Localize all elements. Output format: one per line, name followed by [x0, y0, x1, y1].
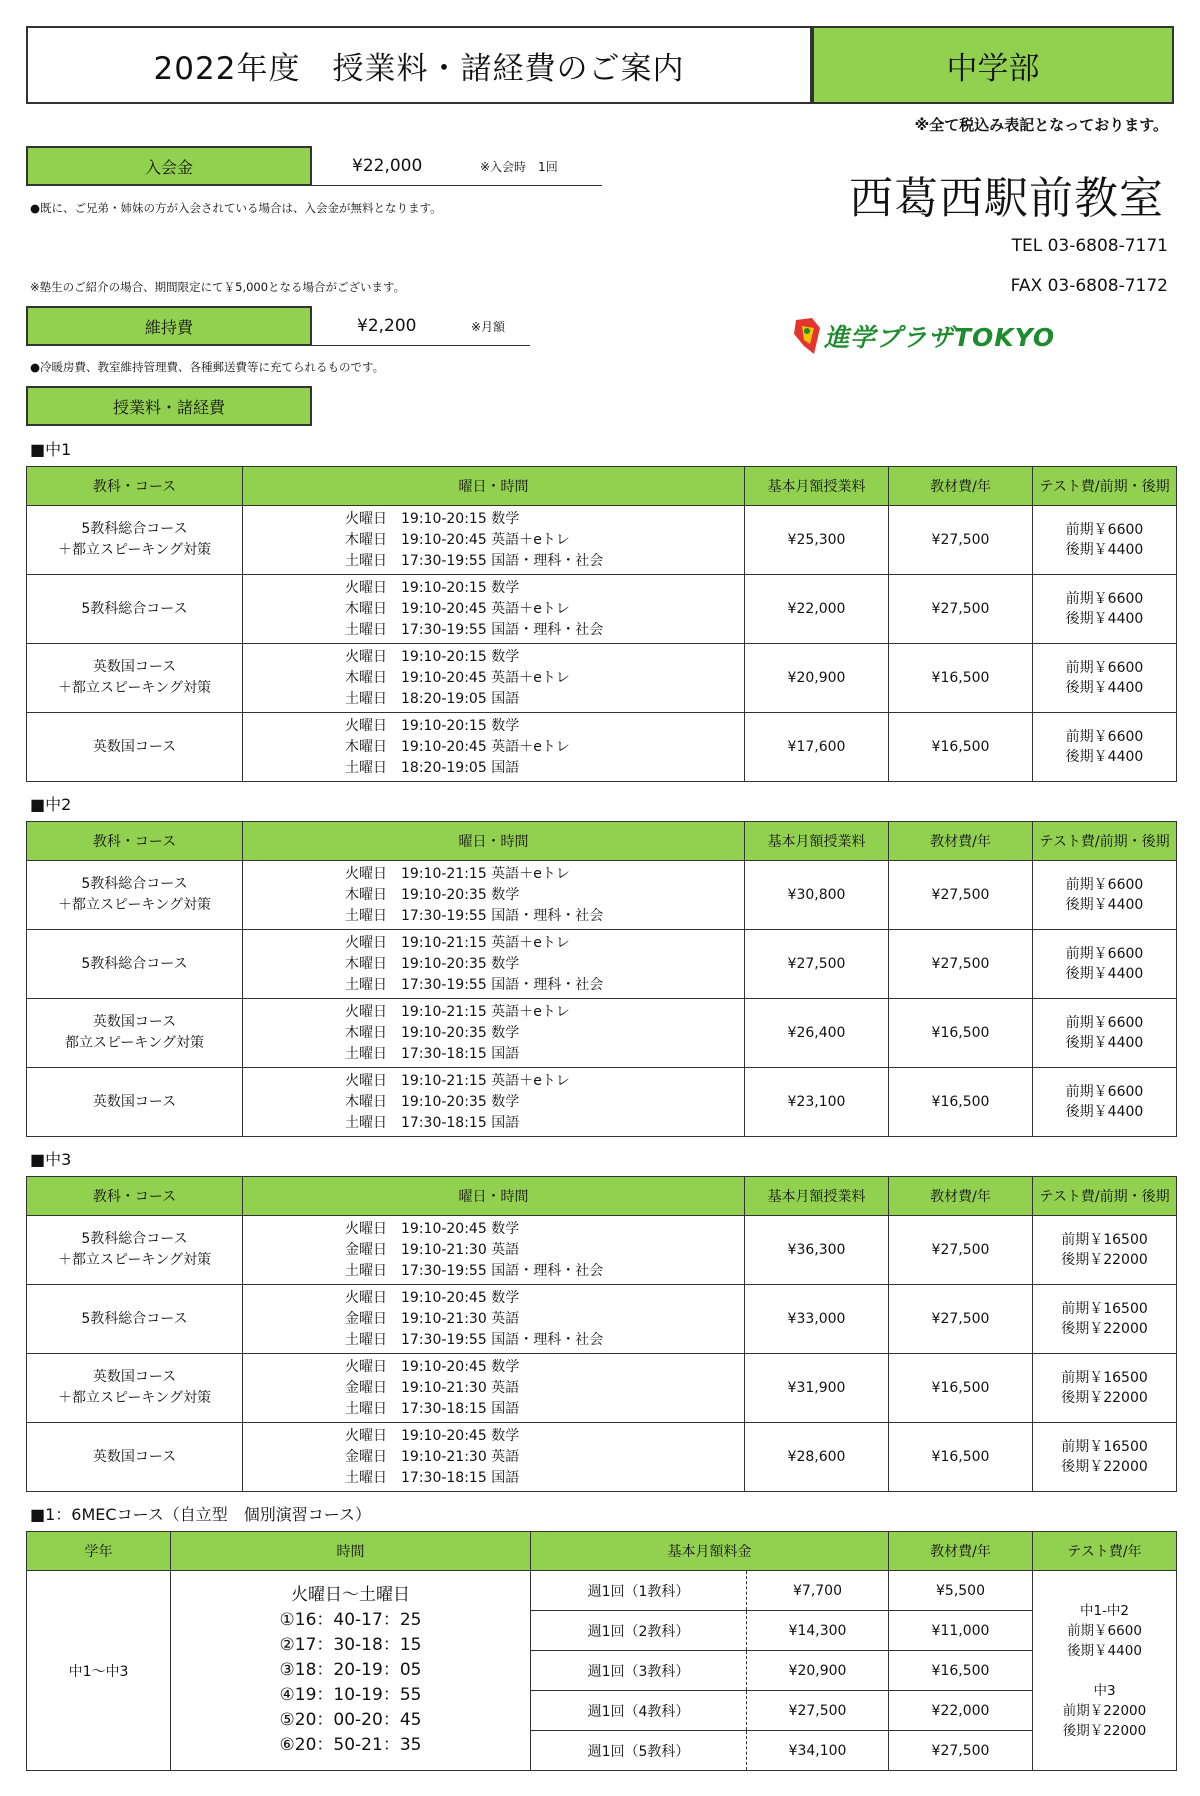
- table-row: [27, 861, 1177, 930]
- referral-note: ※塾生のご紹介の場合、期間限定にて￥5,000となる場合がございます。: [30, 280, 406, 294]
- fax-number: FAX 03-6808-7172: [1010, 276, 1168, 296]
- table-row: [27, 1285, 1177, 1354]
- course-name: 5教科総合コース: [27, 930, 243, 999]
- mec-heading: ■1：6MECコース（自立型 個別演習コース）: [30, 1505, 371, 1524]
- plan-materials: ¥27,500: [889, 1731, 1033, 1771]
- school-name: 西葛西駅前教室: [849, 173, 1164, 224]
- materials-fee: ¥16,500: [889, 1068, 1033, 1137]
- monthly-fee: ¥20,900: [745, 644, 889, 713]
- test-fee: 前期￥6600 後期￥4400: [1033, 1068, 1177, 1137]
- entry-fee-label: 入会金: [26, 146, 312, 186]
- schedule: 火曜日 19:10-20:45 数学 金曜日 19:10-21:30 英語 土曜日 17:30-18:15 国語: [243, 1423, 745, 1492]
- test-fee: 前期￥16500 後期￥22000: [1033, 1423, 1177, 1492]
- col-schedule: 曜日・時間: [243, 822, 745, 861]
- page-title: 2022年度 授業料・諸経費のご案内: [26, 26, 812, 104]
- materials-fee: ¥16,500: [889, 644, 1033, 713]
- monthly-fee: ¥27,500: [745, 930, 889, 999]
- grade-heading-1: ■中1: [30, 440, 72, 459]
- monthly-fee: ¥17,600: [745, 713, 889, 782]
- monthly-fee: ¥26,400: [745, 999, 889, 1068]
- monthly-fee: ¥36,300: [745, 1216, 889, 1285]
- table-row: [27, 1068, 1177, 1137]
- col-materials: 教材費/年: [889, 1532, 1033, 1571]
- materials-fee: ¥27,500: [889, 930, 1033, 999]
- monthly-fee: ¥23,100: [745, 1068, 889, 1137]
- plan-price: ¥14,300: [747, 1611, 889, 1651]
- plan-label: 週1回（2教科）: [531, 1611, 747, 1651]
- col-test: テスト費/前期・後期: [1033, 822, 1177, 861]
- table-row: [27, 999, 1177, 1068]
- col-schedule: 曜日・時間: [243, 467, 745, 506]
- schedule: 火曜日 19:10-20:15 数学 木曜日 19:10-20:45 英語＋eトレ 土曜日 18:20-19:05 国語: [243, 713, 745, 782]
- school-logo: [790, 314, 1090, 358]
- col-grade: 学年: [27, 1532, 171, 1571]
- table-header-row: [27, 1532, 1177, 1571]
- materials-fee: ¥27,500: [889, 575, 1033, 644]
- course-name: 英数国コース: [27, 1423, 243, 1492]
- materials-fee: ¥27,500: [889, 1285, 1033, 1354]
- col-course: 教科・コース: [27, 1177, 243, 1216]
- tuition-label: 授業料・諸経費: [26, 386, 312, 426]
- col-schedule: 曜日・時間: [243, 1177, 745, 1216]
- materials-fee: ¥16,500: [889, 999, 1033, 1068]
- plan-price: ¥7,700: [747, 1571, 889, 1611]
- course-name: 5教科総合コース ＋都立スピーキング対策: [27, 506, 243, 575]
- test-fee: 前期￥16500 後期￥22000: [1033, 1285, 1177, 1354]
- schedule: 火曜日 19:10-20:45 数学 金曜日 19:10-21:30 英語 土曜日 17:30-19:55 国語・理科・社会: [243, 1285, 745, 1354]
- tax-note: ※全て税込み表記となっております。: [914, 116, 1168, 134]
- test-fee: 前期￥6600 後期￥4400: [1033, 644, 1177, 713]
- mec-table: [26, 1531, 1177, 1771]
- mascot-icon: [790, 316, 824, 356]
- col-materials: 教材費/年: [889, 1177, 1033, 1216]
- schedule: 火曜日 19:10-20:15 数学 木曜日 19:10-20:45 英語＋eトレ 土曜日 17:30-19:55 国語・理科・社会: [243, 575, 745, 644]
- monthly-fee: ¥33,000: [745, 1285, 889, 1354]
- table-row: [27, 644, 1177, 713]
- grade-range: 中1～中3: [27, 1571, 171, 1771]
- materials-fee: ¥16,500: [889, 713, 1033, 782]
- test-fee: 前期￥6600 後期￥4400: [1033, 930, 1177, 999]
- course-name: 5教科総合コース ＋都立スピーキング対策: [27, 861, 243, 930]
- test-fee: 前期￥6600 後期￥4400: [1033, 575, 1177, 644]
- schedule: 火曜日 19:10-21:15 英語＋eトレ 木曜日 19:10-20:35 数学 土曜日 17:30-18:15 国語: [243, 999, 745, 1068]
- plan-price: ¥34,100: [747, 1731, 889, 1771]
- materials-fee: ¥27,500: [889, 506, 1033, 575]
- time-slots: 火曜日～土曜日 ①16：40-17：25 ②17：30-18：15 ③18：20-19：05 ④19：10-19：55 ⑤20：00-20：45 ⑥20：50-21：35: [171, 1571, 531, 1771]
- plan-materials: ¥11,000: [889, 1611, 1033, 1651]
- schedule: 火曜日 19:10-20:45 数学 金曜日 19:10-21:30 英語 土曜日 17:30-19:55 国語・理科・社会: [243, 1216, 745, 1285]
- col-test: テスト費/年: [1033, 1532, 1177, 1571]
- col-test: テスト費/前期・後期: [1033, 467, 1177, 506]
- entry-fee-note: ※入会時 1回: [480, 160, 558, 174]
- test-fee: 前期￥6600 後期￥4400: [1033, 506, 1177, 575]
- plan-price: ¥27,500: [747, 1691, 889, 1731]
- table-row: [27, 1216, 1177, 1285]
- maintenance-fee-note: ※月額: [471, 320, 506, 334]
- test-fee: 前期￥16500 後期￥22000: [1033, 1216, 1177, 1285]
- maintenance-fee-description: ●冷暖房費、教室維持管理費、各種郵送費等に充てられるものです。: [30, 360, 385, 374]
- grade-heading-3: ■中3: [30, 1150, 72, 1169]
- maintenance-fee-amount: ¥2,200: [357, 316, 417, 336]
- course-name: 5教科総合コース: [27, 1285, 243, 1354]
- table-row: [27, 575, 1177, 644]
- test-fee: 前期￥6600 後期￥4400: [1033, 999, 1177, 1068]
- grade-2-table: [26, 821, 1177, 1137]
- monthly-fee: ¥31,900: [745, 1354, 889, 1423]
- test-fee: 前期￥6600 後期￥4400: [1033, 713, 1177, 782]
- table-row: [27, 1423, 1177, 1492]
- col-monthly: 基本月額授業料: [745, 822, 889, 861]
- col-time: 時間: [171, 1532, 531, 1571]
- plan-label: 週1回（5教科）: [531, 1731, 747, 1771]
- department-label: 中学部: [812, 26, 1174, 104]
- course-name: 英数国コース 都立スピーキング対策: [27, 999, 243, 1068]
- course-name: 英数国コース: [27, 1068, 243, 1137]
- course-name: 英数国コース ＋都立スピーキング対策: [27, 644, 243, 713]
- entry-fee-sibling-note: ●既に、ご兄弟・姉妹の方が入会されている場合は、入会金が無料となります。: [30, 201, 442, 215]
- col-course: 教科・コース: [27, 822, 243, 861]
- table-header-row: [27, 467, 1177, 506]
- table-row: [27, 713, 1177, 782]
- monthly-fee: ¥22,000: [745, 575, 889, 644]
- maintenance-fee-label: 維持費: [26, 306, 312, 346]
- schedule: 火曜日 19:10-20:15 数学 木曜日 19:10-20:45 英語＋eトレ 土曜日 17:30-19:55 国語・理科・社会: [243, 506, 745, 575]
- logo-text: 進学プラザTOKYO: [824, 323, 1056, 352]
- table-row: [27, 506, 1177, 575]
- col-materials: 教材費/年: [889, 822, 1033, 861]
- schedule: 火曜日 19:10-20:45 数学 金曜日 19:10-21:30 英語 土曜日 17:30-18:15 国語: [243, 1354, 745, 1423]
- table-header-row: [27, 1177, 1177, 1216]
- grade-heading-2: ■中2: [30, 795, 72, 814]
- course-name: 5教科総合コース: [27, 575, 243, 644]
- col-test: テスト費/前期・後期: [1033, 1177, 1177, 1216]
- entry-fee-amount: ¥22,000: [352, 156, 423, 176]
- plan-materials: ¥16,500: [889, 1651, 1033, 1691]
- plan-materials: ¥22,000: [889, 1691, 1033, 1731]
- materials-fee: ¥16,500: [889, 1423, 1033, 1492]
- table-row: [27, 1571, 1177, 1611]
- tel-number: TEL 03-6808-7171: [1011, 236, 1168, 256]
- col-monthly: 基本月額料金: [531, 1532, 889, 1571]
- materials-fee: ¥16,500: [889, 1354, 1033, 1423]
- col-materials: 教材費/年: [889, 467, 1033, 506]
- table-row: [27, 1354, 1177, 1423]
- schedule: 火曜日 19:10-21:15 英語＋eトレ 木曜日 19:10-20:35 数学 土曜日 17:30-19:55 国語・理科・社会: [243, 930, 745, 999]
- grade-3-table: [26, 1176, 1177, 1492]
- col-course: 教科・コース: [27, 467, 243, 506]
- plan-price: ¥20,900: [747, 1651, 889, 1691]
- schedule: 火曜日 19:10-20:15 数学 木曜日 19:10-20:45 英語＋eトレ 土曜日 18:20-19:05 国語: [243, 644, 745, 713]
- mec-test-fee: 中1-中2 前期￥6600 後期￥4400 中3 前期￥22000 後期￥22000: [1033, 1571, 1177, 1771]
- plan-label: 週1回（3教科）: [531, 1651, 747, 1691]
- plan-materials: ¥5,500: [889, 1571, 1033, 1611]
- course-name: 英数国コース: [27, 713, 243, 782]
- course-name: 5教科総合コース ＋都立スピーキング対策: [27, 1216, 243, 1285]
- monthly-fee: ¥25,300: [745, 506, 889, 575]
- schedule: 火曜日 19:10-21:15 英語＋eトレ 木曜日 19:10-20:35 数学 土曜日 17:30-18:15 国語: [243, 1068, 745, 1137]
- monthly-fee: ¥30,800: [745, 861, 889, 930]
- test-fee: 前期￥16500 後期￥22000: [1033, 1354, 1177, 1423]
- course-name: 英数国コース ＋都立スピーキング対策: [27, 1354, 243, 1423]
- plan-label: 週1回（4教科）: [531, 1691, 747, 1731]
- col-monthly: 基本月額授業料: [745, 1177, 889, 1216]
- monthly-fee: ¥28,600: [745, 1423, 889, 1492]
- table-row: [27, 930, 1177, 999]
- table-header-row: [27, 822, 1177, 861]
- test-fee: 前期￥6600 後期￥4400: [1033, 861, 1177, 930]
- grade-1-table: [26, 466, 1177, 782]
- plan-label: 週1回（1教科）: [531, 1571, 747, 1611]
- schedule: 火曜日 19:10-21:15 英語＋eトレ 木曜日 19:10-20:35 数学 土曜日 17:30-19:55 国語・理科・社会: [243, 861, 745, 930]
- col-monthly: 基本月額授業料: [745, 467, 889, 506]
- materials-fee: ¥27,500: [889, 861, 1033, 930]
- materials-fee: ¥27,500: [889, 1216, 1033, 1285]
